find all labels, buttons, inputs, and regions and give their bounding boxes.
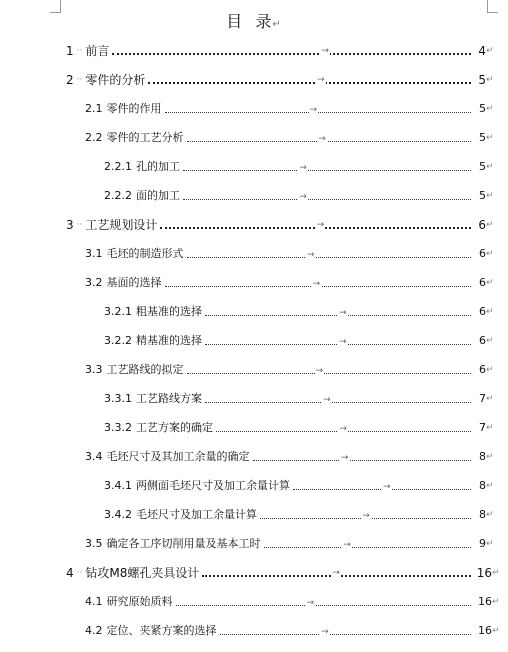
toc-entry-number: 2 (66, 73, 74, 87)
toc-entry-text: 工艺方案的确定 (136, 421, 213, 434)
paragraph-mark-icon: ↵ (486, 481, 494, 491)
toc-leader (183, 192, 471, 202)
toc-entry-number: 3.3.2 (104, 421, 132, 434)
toc-leader (160, 220, 471, 230)
paragraph-mark-icon: ↵ (486, 510, 494, 520)
toc-entry[interactable] (0, 386, 508, 406)
toc-entry-text: 前言 (85, 44, 110, 58)
toc-entry-text: 孔的加工 (136, 160, 180, 173)
toc-entry-number: 3.2.2 (104, 334, 132, 347)
toc-entry[interactable] (0, 96, 508, 116)
toc-entry-number: 4.1 (85, 595, 103, 608)
toc-entry-number: 4 (66, 566, 74, 580)
toc-leader (253, 453, 472, 463)
toc-leader (205, 308, 471, 318)
toc-entry-page: 5 (478, 73, 486, 87)
toc-entry-page: 8 (479, 450, 486, 463)
toc-entry-number: 3.5 (85, 537, 103, 550)
tab-arrow-icon: → (321, 46, 329, 56)
toc-entry[interactable] (0, 415, 508, 435)
toc-entry[interactable] (0, 270, 508, 290)
tab-arrow-icon: → (299, 163, 307, 173)
tab-mark-icon: ·· (76, 46, 83, 56)
tab-mark-icon: ·· (76, 568, 83, 578)
paragraph-mark-icon: ↵ (486, 162, 494, 172)
tab-arrow-icon: → (362, 511, 370, 521)
toc-entry-page: 6 (479, 334, 486, 347)
toc-entry[interactable] (0, 473, 508, 493)
toc-title (0, 9, 508, 32)
paragraph-mark-icon: ↵ (486, 539, 494, 549)
toc-entry[interactable] (0, 618, 508, 638)
toc-entry-number: 3 (66, 218, 74, 232)
toc-entry[interactable] (0, 328, 508, 348)
toc-leader (165, 105, 472, 115)
toc-entry[interactable] (0, 38, 508, 58)
toc-leader (187, 134, 472, 144)
toc-entry-number: 4.2 (85, 624, 103, 637)
tab-arrow-icon: → (383, 482, 391, 492)
toc-entry-text: 基面的选择 (106, 276, 162, 289)
toc-leader (148, 75, 471, 85)
toc-entry-number: 3.4.1 (104, 479, 132, 492)
tab-arrow-icon: → (306, 598, 315, 608)
tab-arrow-icon: → (339, 424, 347, 434)
toc-entry-text: 零件的工艺分析 (106, 131, 184, 144)
paragraph-mark-icon: ↵ (486, 307, 494, 317)
toc-entry-text: 零件的分析 (85, 73, 146, 87)
tab-arrow-icon: → (321, 627, 329, 637)
tab-arrow-icon: → (323, 395, 331, 405)
paragraph-mark-icon: ↵ (486, 394, 494, 404)
paragraph-mark-icon: ↵ (486, 278, 494, 288)
paragraph-mark-icon: ↵ (486, 452, 494, 462)
paragraph-mark-icon: ↵ (486, 220, 494, 230)
tab-arrow-icon: → (299, 192, 307, 202)
tab-arrow-icon: → (316, 220, 325, 230)
toc-entry-text: 确定各工序切削用量及基本工时 (106, 537, 261, 550)
toc-leader (260, 511, 471, 521)
toc-entry-text: 毛坯尺寸及其加工余量的确定 (106, 450, 250, 463)
toc-entry-number: 3.4.2 (104, 508, 132, 521)
toc-entry-text: 精基准的选择 (136, 334, 202, 347)
toc-entry-text: 粗基准的选择 (136, 305, 202, 318)
toc-entry[interactable] (0, 212, 508, 232)
toc-entry-page: 6 (479, 305, 486, 318)
toc-entry-page: 16 (476, 566, 492, 580)
toc-entry-text: 零件的作用 (106, 102, 162, 115)
paragraph-mark-icon: ↵ (486, 104, 494, 114)
toc-entry-number: 3.1 (85, 247, 103, 260)
tab-mark-icon: ·· (76, 220, 83, 230)
toc-title-text: 目 录 (226, 12, 273, 31)
paragraph-mark-icon: ↵ (486, 336, 494, 346)
toc-entry-page: 6 (478, 218, 486, 232)
toc-entry-page: 7 (479, 421, 486, 434)
paragraph-mark-icon: ↵ (492, 626, 500, 636)
toc-entry-text: 工艺路线方案 (136, 392, 202, 405)
toc-entry[interactable] (0, 241, 508, 261)
toc-entry-page: 16 (478, 595, 492, 608)
paragraph-mark-icon: ↵ (486, 133, 494, 143)
toc-entry-page: 9 (479, 537, 486, 550)
toc-entry[interactable] (0, 357, 508, 377)
toc-entry[interactable] (0, 183, 508, 203)
toc-entry-page: 4 (478, 44, 486, 58)
toc-entry-page: 5 (479, 131, 486, 144)
toc-entry-number: 3.2.1 (104, 305, 132, 318)
tab-arrow-icon: → (343, 540, 351, 550)
tab-arrow-icon: → (318, 134, 326, 144)
toc-entry-text: 毛坯的制造形式 (106, 247, 184, 260)
toc-entry-page: 6 (479, 363, 486, 376)
toc-leader (205, 395, 471, 405)
tab-arrow-icon: → (339, 337, 347, 347)
toc-entry-text: 工艺路线的拟定 (106, 363, 184, 376)
tab-arrow-icon: → (312, 279, 321, 289)
toc-entry[interactable] (0, 560, 508, 580)
toc-leader (165, 279, 472, 289)
paragraph-mark-icon: ↵ (272, 19, 282, 30)
tab-arrow-icon: → (340, 453, 349, 463)
toc-leader (205, 337, 471, 347)
toc-entry[interactable] (0, 531, 508, 551)
tab-arrow-icon: → (309, 105, 318, 115)
paragraph-mark-icon: ↵ (486, 423, 494, 433)
toc-leader (264, 540, 472, 550)
paragraph-mark-icon: ↵ (486, 46, 494, 56)
tab-arrow-icon: → (315, 366, 324, 376)
toc-leader (293, 482, 471, 492)
toc-entry[interactable] (0, 154, 508, 174)
toc-entry-page: 8 (479, 508, 486, 521)
paragraph-mark-icon: ↵ (486, 365, 494, 375)
toc-entry-number: 3.2 (85, 276, 103, 289)
toc-leader (183, 163, 471, 173)
toc-entry-text: 两侧面毛坯尺寸及加工余量计算 (136, 479, 290, 492)
paragraph-mark-icon: ↵ (486, 191, 494, 201)
toc-entry-number: 1 (66, 44, 74, 58)
toc-entry[interactable] (0, 299, 508, 319)
toc-entry[interactable] (0, 444, 508, 464)
tab-arrow-icon: → (306, 250, 315, 260)
toc-entry-number: 2.2.1 (104, 160, 132, 173)
toc-entry-number: 2.2.2 (104, 189, 132, 202)
toc-leader (220, 627, 472, 637)
toc-entry-text: 钻攻M8螺孔夹具设计 (85, 566, 200, 580)
paragraph-mark-icon: ↵ (492, 568, 500, 578)
toc-entry[interactable] (0, 125, 508, 145)
toc-entry-page: 16 (478, 624, 492, 637)
tab-mark-icon: ·· (76, 75, 83, 85)
toc-entry-number: 2.2 (85, 131, 103, 144)
toc-leader (216, 424, 471, 434)
toc-entry-page: 6 (479, 276, 486, 289)
tab-arrow-icon: → (339, 308, 347, 318)
paragraph-mark-icon: ↵ (486, 249, 494, 259)
toc-leader (187, 250, 472, 260)
toc-entry-page: 5 (479, 102, 486, 115)
toc-entry-text: 研究原始质料 (106, 595, 173, 608)
toc-entry-number: 2.1 (85, 102, 103, 115)
toc-entry-page: 6 (479, 247, 486, 260)
toc-entry-text: 定位、夹紧方案的选择 (106, 624, 217, 637)
toc-entry-page: 5 (479, 189, 486, 202)
toc-entry-number: 3.3 (85, 363, 103, 376)
toc-entry-text: 毛坯尺寸及加工余量计算 (136, 508, 257, 521)
toc-entry[interactable] (0, 502, 508, 522)
toc-entry-text: 面的加工 (136, 189, 180, 202)
tab-arrow-icon: → (317, 75, 325, 85)
toc-leader (187, 366, 472, 376)
toc-entry[interactable] (0, 67, 508, 87)
toc-entry-number: 3.4 (85, 450, 103, 463)
tab-arrow-icon: → (332, 568, 340, 578)
toc-entry-page: 8 (479, 479, 486, 492)
toc-entry-page: 5 (479, 160, 486, 173)
toc-leader (112, 46, 471, 56)
toc-leader (176, 598, 472, 608)
toc-entry-page: 7 (479, 392, 486, 405)
toc-entry-number: 3.3.1 (104, 392, 132, 405)
paragraph-mark-icon: ↵ (492, 597, 500, 607)
toc-entry[interactable] (0, 589, 508, 609)
toc-leader (202, 568, 471, 578)
paragraph-mark-icon: ↵ (486, 75, 494, 85)
toc-entry-text: 工艺规划设计 (85, 218, 158, 232)
